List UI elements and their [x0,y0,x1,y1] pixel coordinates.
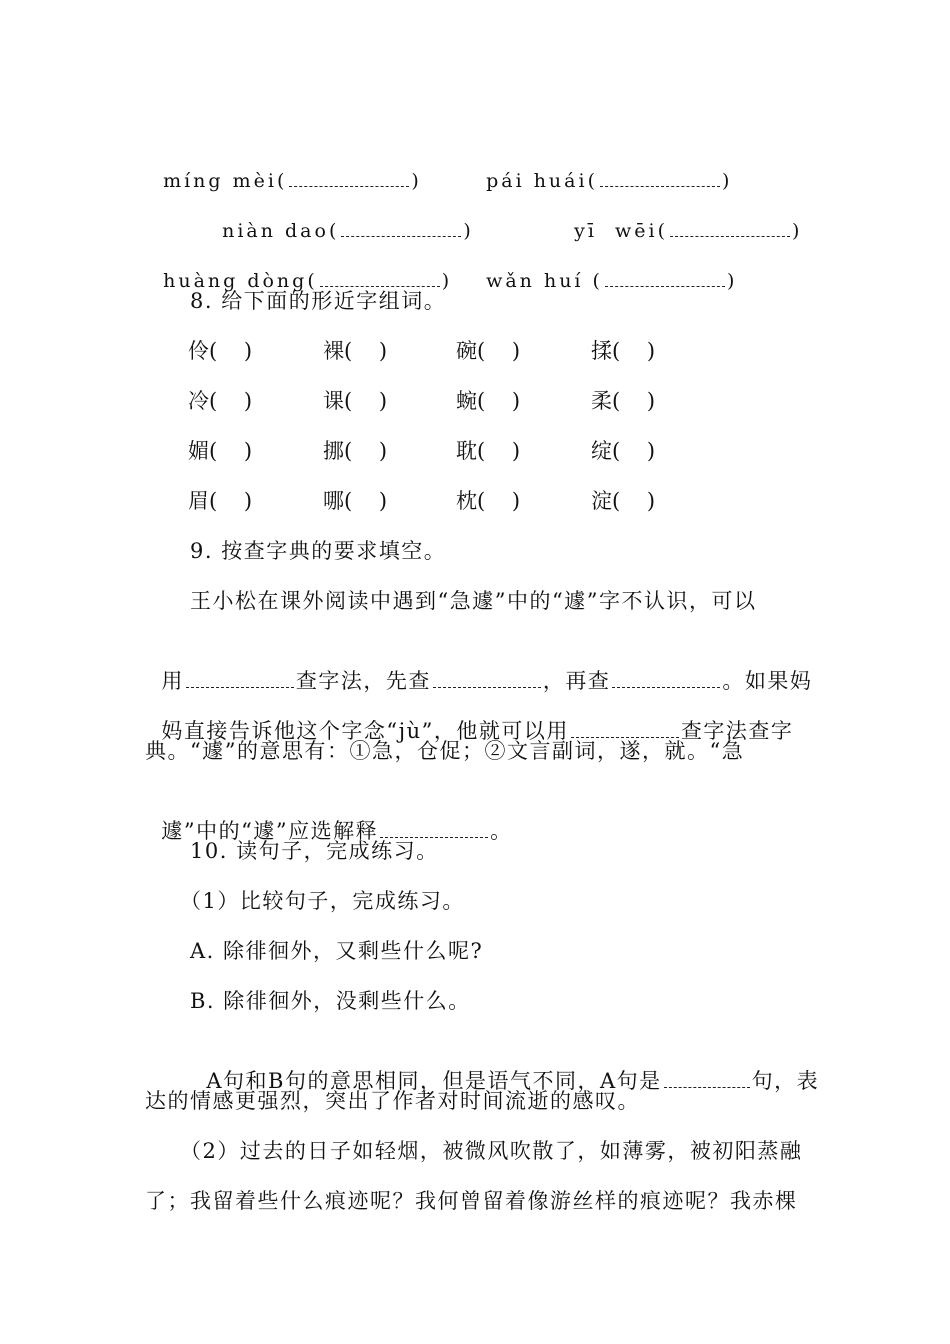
pinyin-item: niàn dao( [222,220,340,242]
paragraph-line: 王小松在课外阅读中遇到“急遽”中的“遽”字不认识，可以 [190,589,757,613]
char-cell[interactable]: 伶( ) [188,339,253,363]
paragraph-line: 典。“遽”的意思有：①急，仓促；②文言副词，遂，就。“急 [145,739,745,763]
sub-question-1: （1）比较句子，完成练习。 [180,889,465,913]
question-10-title: 10. 读句子，完成练习。 [190,839,439,863]
paragraph-line: 达的情感更强烈，突出了作者对时间流逝的感叹。 [145,1089,640,1113]
pinyin-item: yī wēi( [574,220,668,242]
char-cell[interactable]: 课( ) [323,389,388,413]
sentence-b: B. 除徘徊外，没剩些什么。 [190,989,471,1013]
char-cell[interactable]: 碗( ) [456,339,521,363]
pinyin-item: wǎn huí ( [486,270,603,292]
char-cell[interactable]: 耽( ) [456,439,521,463]
pinyin-row-1: míng mèi( ) [163,170,422,192]
char-cell[interactable]: 哪( ) [323,489,388,513]
paragraph-line: 遽”中的“遽”应选解释 。 [161,819,513,843]
sub-question-2: （2）过去的日子如轻烟，被微风吹散了，如薄雾，被初阳蒸融 [180,1139,803,1163]
char-cell[interactable]: 蜿( ) [456,389,521,413]
char-cell[interactable]: 柔( ) [591,389,656,413]
char-cell[interactable]: 媚( ) [188,439,253,463]
paragraph-line: 用 查字法，先查 ，再查 。如果妈 [161,669,813,693]
char-cell[interactable]: 绽( ) [591,439,656,463]
char-cell[interactable]: 枕( ) [456,489,521,513]
answer-blank[interactable] [670,220,790,237]
answer-blank[interactable] [341,220,461,237]
answer-blank[interactable] [664,1071,750,1088]
question-9-title: 9. 按查字典的要求填空。 [190,539,447,563]
char-cell[interactable]: 淀( ) [591,489,656,513]
pinyin-row-2b: yī wēi( ) [574,220,803,242]
char-cell[interactable]: 揉( ) [591,339,656,363]
pinyin-row-1b: pái huái( ) [486,170,733,192]
char-cell[interactable]: 挪( ) [323,439,388,463]
answer-blank[interactable] [289,170,409,187]
pinyin-row-3b: wǎn huí ( ) [486,270,738,292]
pinyin-row-3: huàng dòng( ) [163,270,453,292]
paragraph-line: A句和B句的意思相同，但是语气不同，A句是 句，表 [206,1069,820,1093]
char-cell[interactable]: 眉( ) [188,489,253,513]
char-cell[interactable]: 裸( ) [323,339,388,363]
paragraph-line: 了；我留着些什么痕迹呢？我何曾留着像游丝样的痕迹呢？我赤棵 [145,1189,798,1213]
pinyin-item: pái huái( [486,170,598,192]
pinyin-item: huàng dòng( [163,270,318,292]
question-8-title: 8. 给下面的形近字组词。 [190,289,447,313]
paragraph-line: 妈直接告诉他这个字念“jù”，他就可以用 查字法查字 [161,719,794,743]
sentence-a: A. 除徘徊外，又剩些什么呢? [190,939,484,963]
pinyin-row-2: niàn dao( ) [222,220,474,242]
char-cell[interactable]: 冷( ) [188,389,253,413]
pinyin-item: míng mèi( [163,170,288,192]
answer-blank[interactable] [605,270,725,287]
answer-blank[interactable] [320,270,440,287]
answer-blank[interactable] [600,170,720,187]
